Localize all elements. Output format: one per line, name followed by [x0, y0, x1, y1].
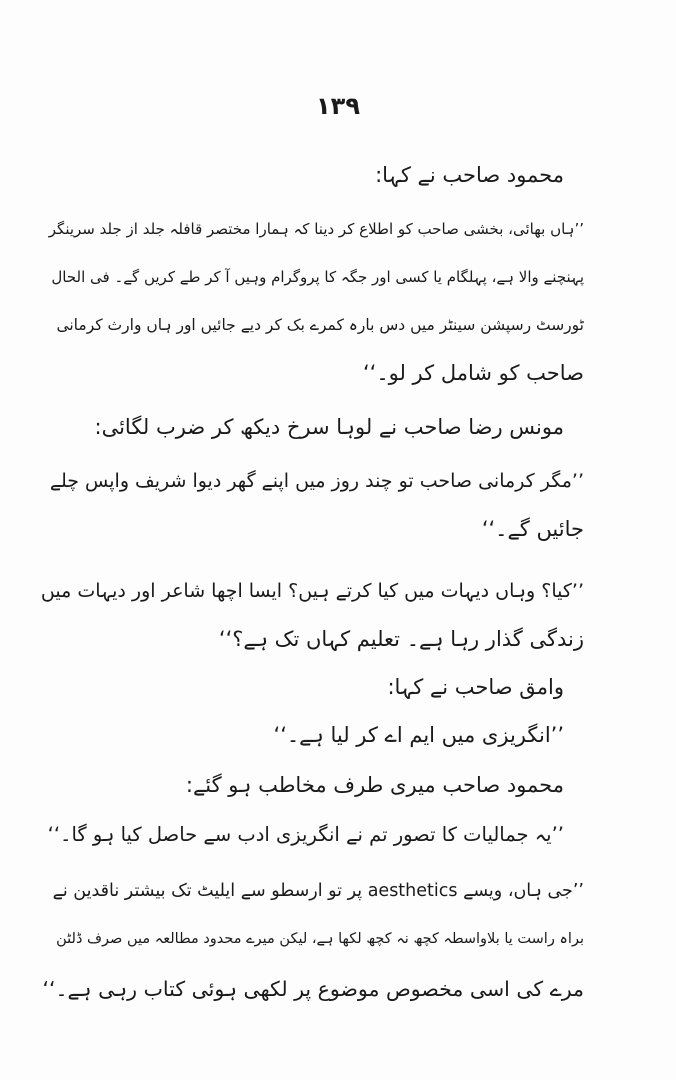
paragraph-line-14: ’’یہ جمالیات کا تصور تم نے انگریزی ادب سے حاصل کیا ہو گا۔‘‘ — [47, 823, 564, 846]
paragraph-line-4: ٹورسٹ رسپشن سینٹر میں دس بارہ کمرے بک کر دیے جائیں اور ہاں وارث کرمانی — [56, 316, 584, 334]
paragraph-line-1: محمود صاحب نے کہا: — [375, 163, 564, 187]
paragraph-line-2: ’’ہاں بھائی، بخشی صاحب کو اطلاع کر دینا کہ ہمارا مختصر قافلہ جلد از جلد سرینگر — [48, 220, 584, 238]
paragraph-line-8: جائیں گے۔‘‘ — [481, 517, 584, 541]
paragraph-line-15: ’’جی ہاں، ویسے aesthetics پر تو ارسطو سے ایلیٹ تک بیشتر ناقدین نے — [52, 881, 584, 901]
paragraph-line-16: براہ راست یا بلاواسطہ کچھ نہ کچھ لکھا ہے، لیکن میرے محدود مطالعہ میں صرف ڈلٹن — [56, 931, 584, 947]
paragraph-line-7: ’’مگر کرمانی صاحب تو چند روز میں اپنے گھر دیوا شریف واپس چلے — [49, 470, 584, 492]
paragraph-line-9: ’’کیا؟ وہاں دیہات میں کیا کرتے ہیں؟ ایسا اچھا شاعر اور دیہات میں — [40, 580, 584, 602]
page-number: ۱۳۹ — [316, 92, 360, 120]
paragraph-line-12: ’’انگریزی میں ایم اے کر لیا ہے۔‘‘ — [273, 723, 564, 747]
paragraph-line-10: زندگی گذار رہا ہے۔ تعلیم کہاں تک ہے؟‘‘ — [218, 627, 584, 651]
paragraph-line-11: وامق صاحب نے کہا: — [387, 675, 564, 699]
paragraph-line-5: صاحب کو شامل کر لو۔‘‘ — [362, 361, 584, 385]
paragraph-line-3: پہنچنے والا ہے، پہلگام یا کسی اور جگہ کا پروگرام وہیں آ کر طے کریں گے۔ فی الحال — [51, 268, 584, 286]
paragraph-line-13: محمود صاحب میری طرف مخاطب ہو گئے: — [185, 773, 564, 797]
paragraph-line-6: مونس رضا صاحب نے لوہا سرخ دیکھ کر ضرب لگائی: — [94, 415, 564, 439]
paragraph-line-17: مرے کی اسی مخصوص موضوع پر لکھی ہوئی کتاب رہی ہے۔‘‘ — [42, 977, 584, 1001]
